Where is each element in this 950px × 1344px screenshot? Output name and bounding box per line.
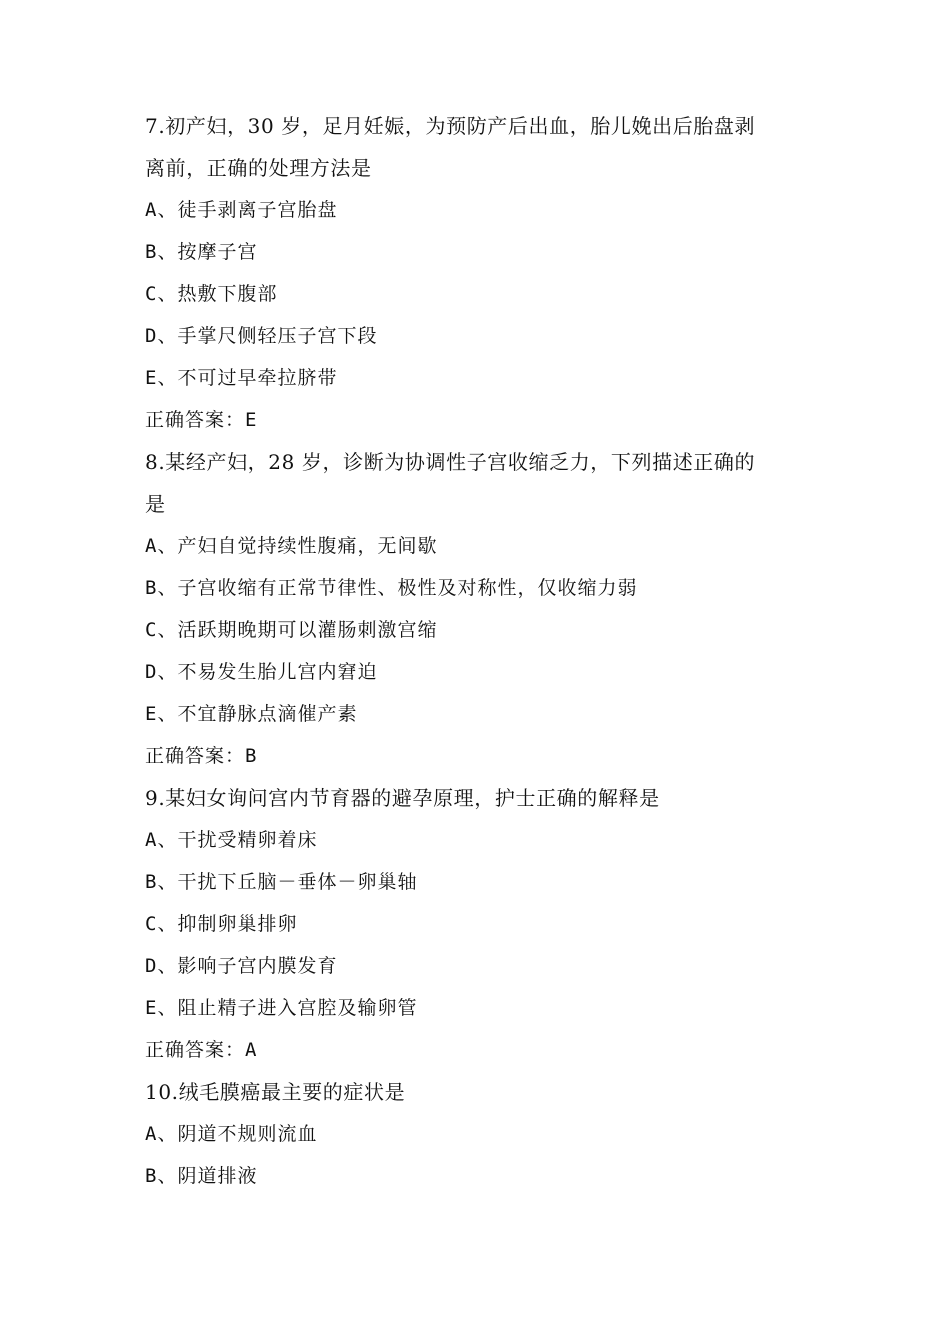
question-8-answer: 正确答案：B: [145, 745, 258, 767]
question-7-stem-line-2: 离前，正确的处理方法是: [145, 156, 372, 180]
question-9-stem-line-1: 9.某妇女询问宫内节育器的避孕原理，护士正确的解释是: [145, 786, 660, 810]
question-10-option-a: A、阴道不规则流血: [145, 1123, 318, 1145]
question-9-answer: 正确答案：A: [145, 1039, 258, 1061]
question-8-option-d: D、不易发生胎儿宫内窘迫: [145, 661, 378, 683]
question-7-answer: 正确答案：E: [145, 409, 258, 431]
question-8-option-b: B、子宫收缩有正常节律性、极性及对称性，仅收缩力弱: [145, 577, 638, 599]
question-7-option-a: A、徒手剥离子宫胎盘: [145, 199, 338, 221]
question-9-option-a: A、干扰受精卵着床: [145, 829, 318, 851]
question-8-stem-line-1: 8.某经产妇，28 岁，诊断为协调性子宫收缩乏力，下列描述正确的: [145, 450, 756, 474]
question-9-option-e: E、阻止精子进入宫腔及输卵管: [145, 997, 418, 1019]
question-10-stem-line-1: 10.绒毛膜癌最主要的症状是: [145, 1080, 406, 1104]
question-7-option-d: D、手掌尺侧轻压子宫下段: [145, 325, 378, 347]
question-7-option-c: C、热敷下腹部: [145, 283, 278, 305]
question-8-option-a: A、产妇自觉持续性腹痛，无间歇: [145, 535, 438, 557]
question-9-option-c: C、抑制卵巢排卵: [145, 913, 298, 935]
question-7-option-e: E、不可过早牵拉脐带: [145, 367, 338, 389]
question-8-stem-line-2: 是: [145, 492, 166, 516]
question-10-option-b: B、阴道排液: [145, 1165, 258, 1187]
question-8-option-e: E、不宜静脉点滴催产素: [145, 703, 358, 725]
question-9-option-b: B、干扰下丘脑－垂体－卵巢轴: [145, 871, 418, 893]
question-8-option-c: C、活跃期晚期可以灌肠刺激宫缩: [145, 619, 438, 641]
question-7-option-b: B、按摩子宫: [145, 241, 258, 263]
question-9-option-d: D、影响子宫内膜发育: [145, 955, 338, 977]
question-7-stem-line-1: 7.初产妇，30 岁，足月妊娠，为预防产后出血，胎儿娩出后胎盘剥: [145, 114, 756, 138]
